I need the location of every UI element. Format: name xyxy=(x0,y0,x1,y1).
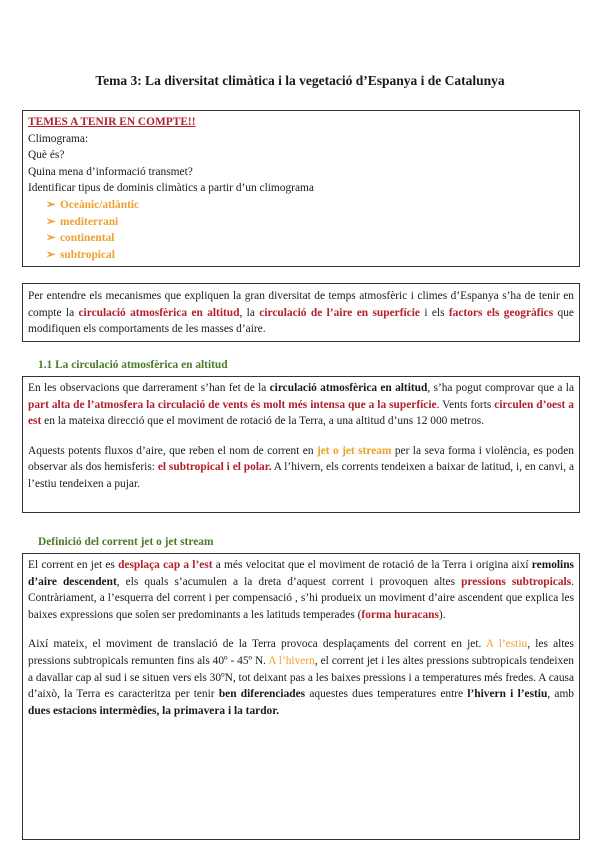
temes-heading: TEMES A TENIR EN COMPTE!! xyxy=(28,116,196,128)
section2-box xyxy=(22,553,580,840)
intro-paragraph: Per entendre els mecanismes que expliquen la gran diversitat de temps atmosfèric i climes d’Espanya s’ha de tenir en compte la circulació atmosfèrica en altitud, la circulació de l’aire en superfície i els factors els geogràfics que modifiquen els comportaments de les masses d’aire. xyxy=(28,290,574,336)
paragraph: Aquests potents fluxos d’aire, que reben el nom de corrent en jet o jet stream per la seva forma i violència, es poden observar als dos hemisferis: el subtropical i el polar. A l’hivern, els corrents tendeixen a baixar de latitud, i, en canvi, a l’estiu tendeixen a pujar. xyxy=(28,444,574,490)
arrow-icon: ➢ xyxy=(46,198,56,211)
list-item: ➢ Oceànic/atlàntic xyxy=(46,197,574,214)
list-item: ➢ continental xyxy=(46,230,574,247)
temes-line: Quina mena d’informació transmet? xyxy=(28,165,193,178)
section-heading: Definició del corrent jet o jet stream xyxy=(38,536,214,548)
temes-box xyxy=(22,110,580,267)
temes-line: Identificar tipus de dominis climàtics a partir d’un climograma xyxy=(28,182,314,195)
temes-line: Climograma: xyxy=(28,132,89,145)
list-item: ➢ subtropical xyxy=(46,247,574,264)
paragraph: En les observacions que darrerament s’han fet de la circulació atmosfèrica en altitud, s’ha pogut comprovar que a la part alta de l’atmosfera la circulació de vents és molt més intensa que a la superfície. Vents forts circulen d’oest a est en la mateixa direcció que el moviment de rotació de la Terra, a una altitud d’uns 12 000 metros. xyxy=(28,382,574,428)
intro-box xyxy=(22,283,580,342)
page-title: Tema 3: La diversitat climàtica i la vegetació d’Espanya i de Catalunya xyxy=(95,73,505,88)
list-item: ➢ mediterrani xyxy=(46,214,574,231)
temes-line: Què és? xyxy=(28,149,65,162)
arrow-icon: ➢ xyxy=(46,248,56,261)
section1-box xyxy=(22,376,580,513)
section-heading: 1.1 La circulació atmosfèrica en altitud xyxy=(38,359,228,371)
climate-list xyxy=(28,197,574,263)
arrow-icon: ➢ xyxy=(46,215,56,228)
paragraph: El corrent en jet es desplaça cap a l’est a més velocitat que el moviment de rotació de la Terra i origina així remolins d’aire descendent, els quals s’acumulen a la dreta d’aquest corrent i provoquen altes pressions subtropicals. Contràriament, a l’esquerra del corrent i per compensació , s’hi produeix un moviment d’aire ascendent que explica les baixes expressions que solen ser predominants a les latituds temperades (forma huracans). xyxy=(28,559,575,621)
arrow-icon: ➢ xyxy=(46,232,56,245)
paragraph: Així mateix, el moviment de translació de la Terra provoca desplaçaments del corrent en jet. A l’estiu, les altes pressions subtropicals remunten fins als 40º - 45º N. A l’hivern, el corrent jet i les altes pressions subtropicals tendeixen a davallar cap al sud i se situen vers els 30ºN, tot deixant pas a les baixes pressions i a temperatures més fredes. A causa d’això, la Terra es caracteritza per tenir ben diferenciades aquestes dues temperatures entre l’hivern i l’estiu, amb dues estacions intermèdies, la primavera i la tardor. xyxy=(28,638,575,717)
